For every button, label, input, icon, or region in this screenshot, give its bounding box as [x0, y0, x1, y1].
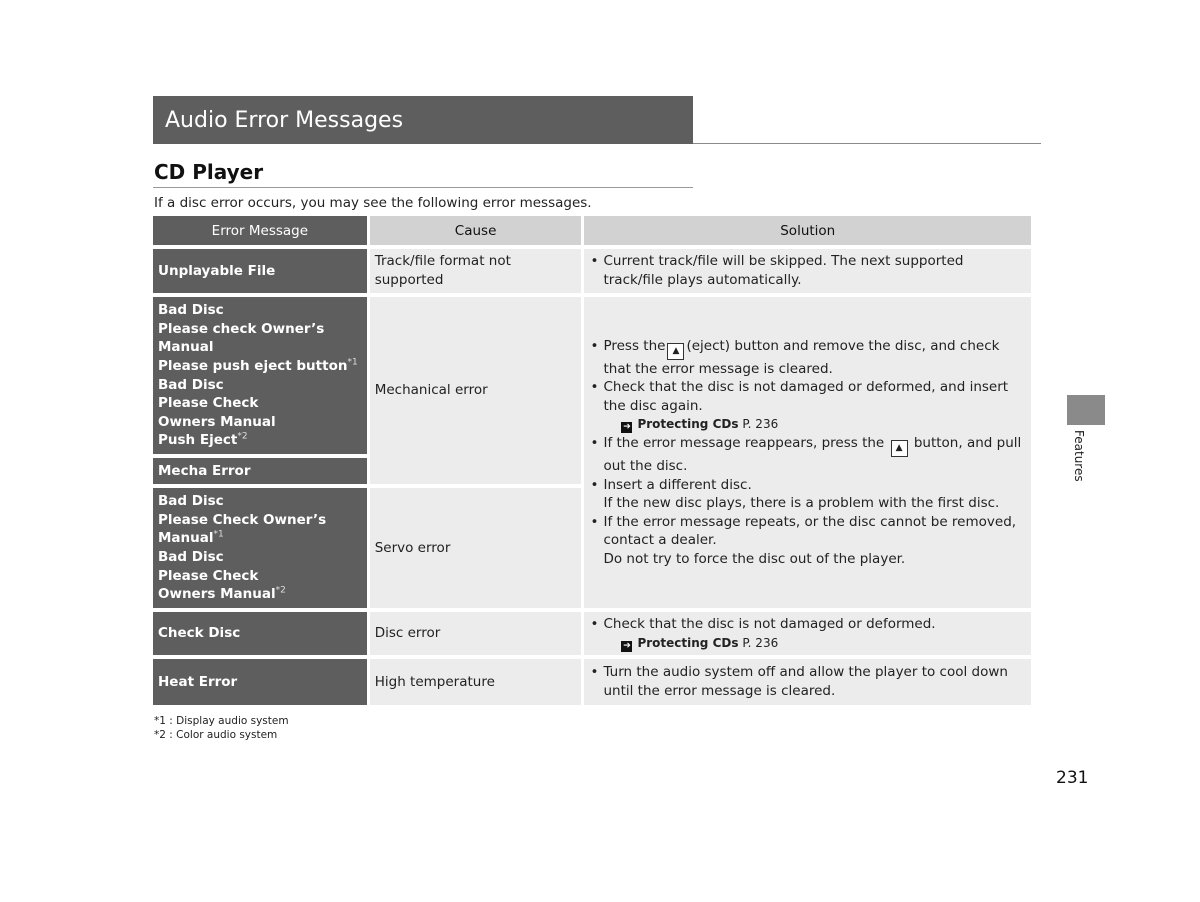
table-row	[153, 612, 1031, 655]
cause-cell: Disc error	[370, 612, 582, 655]
error-heat-error: Heat Error	[153, 659, 367, 705]
error-unplayable-file: Unplayable File	[153, 249, 367, 293]
intro-text: If a disc error occurs, you may see the following error messages.	[154, 195, 592, 211]
error-line: Bad Disc	[158, 549, 224, 565]
error-line: Please Check	[158, 567, 259, 584]
footnote-marker: *1	[213, 529, 224, 540]
header-cause: Cause	[370, 216, 582, 245]
error-line: Owners Manual$^{*2}$	[158, 585, 286, 603]
solution-bullet: • Current track/file will be skipped. The next supported track/file plays automatically.	[588, 252, 1025, 289]
chapter-tab[interactable]	[1067, 395, 1105, 425]
footnote-marker: *2	[237, 431, 248, 442]
error-line: Please Check Owner’s	[158, 511, 327, 528]
cause-cell: Servo error	[370, 488, 582, 608]
error-line: Owners Manual	[158, 413, 276, 430]
footnote-marker: *2	[275, 585, 286, 596]
cross-reference: ➔ Protecting CDs P. 236	[623, 417, 779, 433]
solution-bullet: • Insert a different disc. If the new disc plays, there is a problem with the first disc.	[588, 476, 1025, 513]
error-message-table	[150, 212, 1034, 709]
solution-bullet: • Turn the audio system off and allow the player to cool down until the error message is cleared.	[588, 663, 1025, 700]
cause-cell: High temperature	[370, 659, 582, 705]
reference-arrow-icon: ➔	[623, 640, 631, 651]
error-line: Bad Disc	[158, 376, 224, 393]
table-row	[153, 249, 1031, 293]
footnote: *1 : Display audio system	[154, 715, 289, 727]
error-line: Manual$^{*1}$	[158, 529, 224, 547]
solution-cell	[584, 612, 1031, 655]
error-line: Manual	[158, 339, 214, 356]
footnote: *2 : Color audio system	[154, 729, 278, 741]
solution-bullet: • If the error message reappears, press the ▲ button, and pull out the disc.	[588, 434, 1025, 476]
page-header-bar	[153, 96, 693, 144]
cross-reference: ➔ Protecting CDs P. 236	[623, 635, 779, 651]
error-group-servo	[153, 488, 367, 608]
cause-cell: Track/file format not supported	[370, 249, 582, 293]
error-line: Please Check	[158, 395, 259, 412]
footnotes	[154, 714, 289, 742]
error-mecha-error: Mecha Error	[153, 458, 367, 484]
solution-cell	[584, 659, 1031, 705]
section-rule	[153, 187, 693, 188]
solution-cell	[584, 249, 1031, 293]
error-line: Bad Disc	[158, 302, 224, 319]
error-line: Push Eject$^{*2}$	[158, 431, 248, 449]
reference-arrow-icon: ➔	[623, 422, 631, 433]
footnote-marker: *1	[347, 357, 358, 368]
table-row	[153, 659, 1031, 705]
solution-bullet: • Check that the disc is not damaged or deformed, and insert the disc again. ➔ Protecting CDs P. 236	[588, 378, 1025, 434]
chapter-tab-label: Features	[1072, 430, 1086, 482]
solution-bullet: • If the error message repeats, or the disc cannot be removed, contact a dealer. Do not try to force the disc out of the player.	[588, 513, 1025, 569]
solution-bullet: • Press the ▲ (eject) button and remove the disc, and check that the error message is cleared.	[588, 337, 1025, 379]
solution-bullet: • Check that the disc is not damaged or deformed. ➔ Protecting CDs P. 236	[588, 615, 1025, 652]
page-number: 231	[1056, 768, 1089, 788]
error-group-mechanical	[153, 297, 367, 454]
error-line: Please check Owner’s	[158, 320, 325, 337]
table-row	[153, 297, 1031, 454]
table-header-row	[153, 216, 1031, 245]
section-title: CD Player	[154, 160, 264, 184]
error-check-disc: Check Disc	[153, 612, 367, 655]
error-line: Bad Disc	[158, 493, 224, 510]
header-rule	[693, 143, 1041, 144]
eject-icon: ▲	[891, 440, 908, 457]
error-line: Please push eject button$^{*1}$	[158, 357, 358, 374]
eject-icon: ▲	[667, 343, 684, 360]
header-error-message: Error Message	[153, 216, 367, 245]
solution-cell-shared	[584, 297, 1031, 608]
header-solution: Solution	[584, 216, 1031, 245]
page-title: Audio Error Messages	[165, 108, 404, 133]
cause-cell: Mechanical error	[370, 297, 582, 484]
